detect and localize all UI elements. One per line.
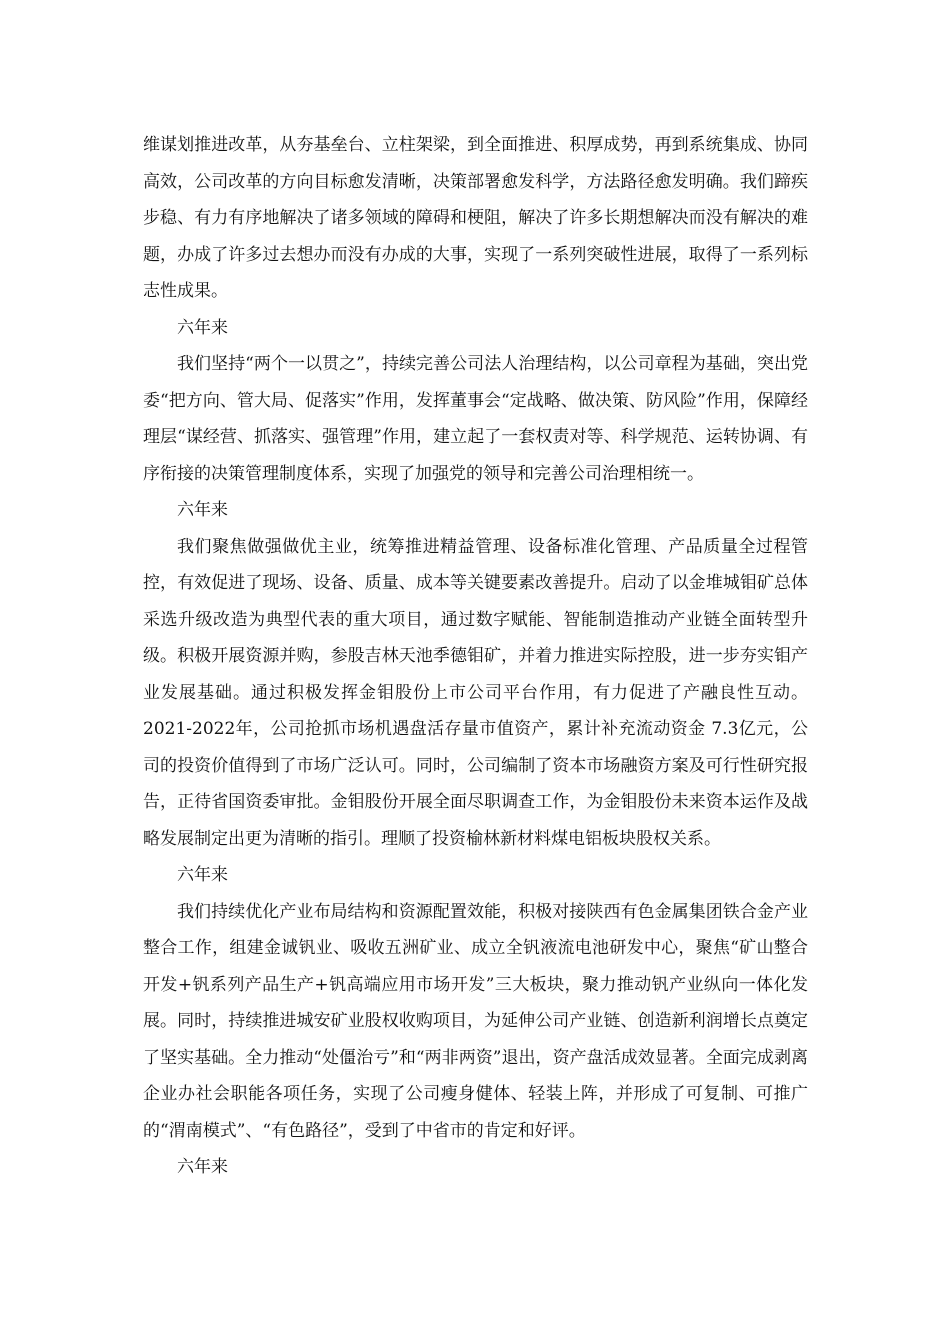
paragraph-reform-results: 维谋划推进改革，从夯基垒台、立柱架梁，到全面推进、积厚成势，再到系统集成、协同高效，公司改革的方向目标愈发清晰，决策部署愈发科学，方法路径愈发明确。我们蹄疾步稳、有力有序地解决了诸多领域的障碍和梗阻，解决了许多长期想解决而没有解决的难题，办成了许多过去想办而没有办成的大事，实现了一系列突破性进展，取得了一系列标志性成果。	[143, 135, 808, 301]
section-heading: 六年来	[177, 865, 228, 885]
section-heading: 六年来	[177, 500, 228, 520]
section-heading: 六年来	[177, 1157, 228, 1177]
document-body	[143, 127, 808, 1186]
paragraph-industry-layout: 我们持续优化产业布局结构和资源配置效能，积极对接陕西有色金属集团铁合金产业整合工作，组建金诚钒业、吸收五洲矿业、成立全钒液流电池研发中心，聚焦“矿山整合开发+钒系列产品生产+钒高端应用市场开发”三大板块，聚力推动钒产业纵向一体化发展。同时，持续推进城安矿业股权收购项目，为延伸公司产业链、创造新利润增长点奠定了坚实基础。全力推动“处僵治亏”和“两非两资”退出，资产盘活成效显著。全面完成剥离企业办社会职能各项任务，实现了公司瘦身健体、轻装上阵，并形成了可复制、可推广的“渭南模式”、“有色路径”，受到了中省市的肯定和好评。	[143, 901, 808, 1141]
paragraph-main-business: 我们聚焦做强做优主业，统筹推进精益管理、设备标准化管理、产品质量全过程管控，有效促进了现场、设备、质量、成本等关键要素改善提升。启动了以金堆城钼矿总体采选升级改造为典型代表的重大项目，通过数字赋能、智能制造推动产业链全面转型升级。积极开展资源并购，参股吉林天池季德钼矿，并着力推进实际控股，进一步夯实钼产业发展基础。通过积极发挥金钼股份上市公司平台作用，有力促进了产融良性互动。2021-2022年，公司抢抓市场机遇盘活存量市值资产，累计补充流动资金 7.3亿元，公司的投资价值得到了市场广泛认可。同时，公司编制了资本市场融资方案及可行性研究报告，正待省国资委审批。金钼股份开展全面尽职调查工作，为金钼股份未来资本运作及战略发展制定出更为清晰的指引。理顺了投资榆林新材料煤电铝板块股权关系。	[143, 536, 808, 849]
section-heading: 六年来	[177, 317, 228, 338]
paragraph-governance: 我们坚持“两个一以贯之”，持续完善公司法人治理结构，以公司章程为基础，突出党委“把方向、管大局、促落实”作用，发挥董事会“定战略、做决策、防风险”作用，保障经理层“谋经营、抓落实、强管理”作用，建立起了一套权责对等、科学规范、运转协调、有序衔接的决策管理制度体系，实现了加强党的领导和完善公司治理相统一。	[143, 354, 808, 484]
